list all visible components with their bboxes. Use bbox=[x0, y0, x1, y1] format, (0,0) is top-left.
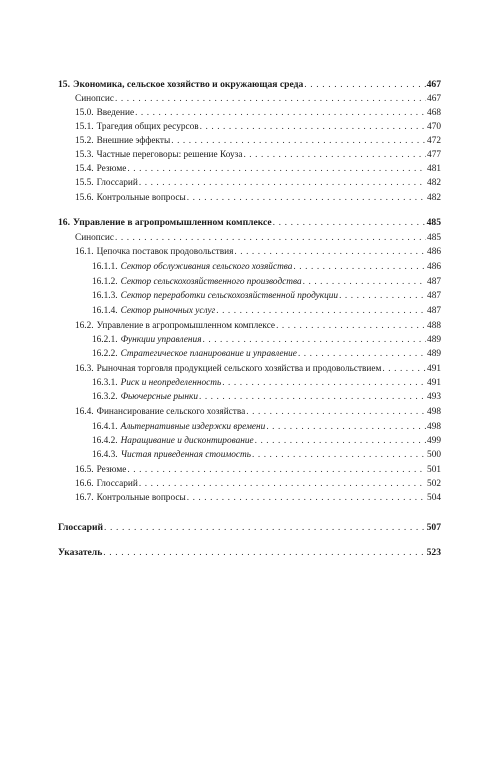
toc-subsection-entry bbox=[58, 347, 441, 361]
toc-entry-label bbox=[92, 260, 292, 274]
toc-entry-label bbox=[75, 106, 134, 120]
toc-entry-label bbox=[75, 120, 199, 134]
toc-page-number: 502 bbox=[427, 479, 441, 489]
toc-entry-number: 16.1.3. bbox=[92, 291, 118, 301]
toc-entry-title: Синопсис bbox=[75, 94, 115, 104]
toc-page-number: 489 bbox=[427, 349, 441, 359]
toc-entry-label bbox=[75, 245, 233, 259]
toc-entry-title: Указатель bbox=[58, 547, 103, 558]
toc-page-number: 488 bbox=[427, 321, 441, 331]
toc-entry-label bbox=[58, 78, 303, 92]
toc-entry-label bbox=[92, 390, 198, 404]
toc-entry-label bbox=[75, 477, 138, 491]
dot-leader bbox=[139, 477, 426, 491]
toc-entry-label bbox=[92, 448, 251, 462]
toc-entry-label bbox=[75, 463, 126, 477]
toc-entry-number: 16.1. bbox=[75, 247, 94, 257]
toc-page-number: 485 bbox=[427, 233, 441, 243]
toc-entry-title: Управление в агропромышленном комплексе bbox=[96, 321, 276, 331]
toc-subsection-entry bbox=[58, 333, 441, 347]
toc-entry-label bbox=[92, 275, 302, 289]
toc-entry-title: Глоссарий bbox=[96, 479, 138, 489]
toc-page-number: 523 bbox=[426, 547, 441, 558]
toc-entry-title: Рыночная торговля продукцией сельского хозяйства и продовольствием bbox=[96, 364, 382, 374]
dot-leader bbox=[303, 275, 426, 289]
toc-entry-label bbox=[92, 289, 338, 303]
toc-entry-title: Сектор сельскохозяйственного производства bbox=[120, 277, 302, 287]
toc-page-number: 472 bbox=[427, 136, 441, 146]
dot-leader bbox=[382, 362, 426, 376]
toc-section-entry bbox=[58, 92, 441, 106]
toc-entry-number: 15.0. bbox=[75, 108, 94, 118]
toc-entry-label bbox=[75, 405, 245, 419]
dot-leader bbox=[304, 78, 425, 92]
toc-page-number: 498 bbox=[427, 422, 441, 432]
toc-entry-title: Сектор обслуживания сельского хозяйства bbox=[120, 262, 293, 272]
toc-section-entry bbox=[58, 319, 441, 333]
toc-entry-label bbox=[75, 491, 186, 505]
toc-page-number: 507 bbox=[426, 522, 441, 533]
toc-entry-number: 16.7. bbox=[75, 493, 94, 503]
toc-page-number: 500 bbox=[427, 450, 441, 460]
toc-entry-title: Функции управления bbox=[120, 335, 202, 345]
dot-leader bbox=[243, 148, 426, 162]
dot-leader bbox=[199, 390, 426, 404]
toc-entry-number: 16.3.2. bbox=[92, 392, 118, 402]
toc-entry-label bbox=[58, 546, 102, 560]
toc-entry-label bbox=[75, 134, 170, 148]
toc-subsection-entry bbox=[58, 448, 441, 462]
toc-entry-title: Резюме bbox=[96, 465, 127, 475]
toc-entry-label bbox=[58, 521, 103, 535]
toc-entry-title: Частные переговоры: решение Коуза bbox=[96, 150, 243, 160]
toc-entry-title: Фьючерсные рынки bbox=[120, 392, 198, 402]
toc-entry-number: 16.6. bbox=[75, 479, 94, 489]
toc-page-number: 498 bbox=[427, 407, 441, 417]
toc-page-number: 487 bbox=[427, 291, 441, 301]
toc-section-entry bbox=[58, 405, 441, 419]
toc-entry-number: 15.2. bbox=[75, 136, 94, 146]
toc-page-number: 487 bbox=[427, 277, 441, 287]
toc-page-number: 501 bbox=[427, 465, 441, 475]
toc-section-entry bbox=[58, 120, 441, 134]
toc-entry-title: Управление в агропромышленном комплексе bbox=[73, 217, 272, 228]
toc-page-number: 499 bbox=[427, 436, 441, 446]
toc-entry-number: 16.2.1. bbox=[92, 335, 118, 345]
toc-entry-number: 16.1.4. bbox=[92, 306, 118, 316]
toc-entry-label bbox=[75, 231, 114, 245]
toc-entry-number: 16.1.1. bbox=[92, 262, 118, 272]
toc-chapter-entry bbox=[58, 546, 441, 560]
dot-leader bbox=[187, 191, 426, 205]
toc-entry-label bbox=[92, 420, 265, 434]
dot-leader bbox=[252, 448, 426, 462]
dot-leader bbox=[266, 420, 426, 434]
toc-entry-title: Риск и неопределенность bbox=[120, 378, 222, 388]
toc-page-number: 477 bbox=[427, 150, 441, 160]
toc-entry-number: 16.4.1. bbox=[92, 422, 118, 432]
toc-section-entry bbox=[58, 463, 441, 477]
toc-entry-title: Чистая приведенная стоимость bbox=[120, 450, 252, 460]
dot-leader bbox=[273, 216, 426, 230]
toc-page-number: 467 bbox=[426, 79, 441, 90]
dot-leader bbox=[103, 546, 425, 560]
toc-section-entry bbox=[58, 106, 441, 120]
toc-entry-label bbox=[92, 434, 254, 448]
dot-leader bbox=[200, 120, 426, 134]
toc-section-entry bbox=[58, 231, 441, 245]
toc-subsection-entry bbox=[58, 390, 441, 404]
toc-entry-title: Синопсис bbox=[75, 233, 115, 243]
dot-leader bbox=[293, 260, 426, 274]
toc-page-number: 468 bbox=[427, 108, 441, 118]
toc-entry-label bbox=[92, 304, 215, 318]
toc-entry-title: Контрольные вопросы bbox=[96, 493, 186, 503]
toc-section-entry bbox=[58, 162, 441, 176]
toc-page-number: 486 bbox=[427, 247, 441, 257]
toc-entry-number: 15.5. bbox=[75, 178, 94, 188]
toc-entry-number: 16.2.2. bbox=[92, 349, 118, 359]
toc-entry-title: Трагедия общих ресурсов bbox=[96, 122, 199, 132]
toc-subsection-entry bbox=[58, 420, 441, 434]
dot-leader bbox=[339, 289, 426, 303]
toc-page-number: 481 bbox=[427, 164, 441, 174]
toc-page-number: 467 bbox=[427, 94, 441, 104]
toc-page-number: 504 bbox=[427, 493, 441, 503]
toc-entry-label bbox=[75, 92, 114, 106]
dot-leader bbox=[187, 491, 426, 505]
toc-page-number: 487 bbox=[427, 306, 441, 316]
toc-entry-number: 16.4.3. bbox=[92, 450, 118, 460]
toc-chapter-entry bbox=[58, 78, 441, 92]
toc-subsection-entry bbox=[58, 434, 441, 448]
toc-entry-title: Введение bbox=[96, 108, 135, 118]
toc-entry-number: 16.5. bbox=[75, 465, 94, 475]
toc-entry-number: 15.6. bbox=[75, 193, 94, 203]
toc-entry-title: Глоссарий bbox=[58, 522, 104, 533]
toc-subsection-entry bbox=[58, 275, 441, 289]
toc-section-entry bbox=[58, 148, 441, 162]
toc-entry-title: Сектор рыночных услуг bbox=[120, 306, 216, 316]
dot-leader bbox=[127, 463, 426, 477]
toc-entry-number: 16. bbox=[58, 217, 70, 228]
dot-leader bbox=[115, 92, 426, 106]
toc-entry-label bbox=[75, 191, 186, 205]
toc-subsection-entry bbox=[58, 304, 441, 318]
toc-subsection-entry bbox=[58, 260, 441, 274]
dot-leader bbox=[104, 521, 426, 535]
toc-entry-number: 16.3.1. bbox=[92, 378, 118, 388]
dot-leader bbox=[222, 376, 426, 390]
dot-leader bbox=[216, 304, 426, 318]
dot-leader bbox=[246, 405, 426, 419]
toc-page-number: 493 bbox=[427, 392, 441, 402]
dot-leader bbox=[115, 231, 426, 245]
toc-section-entry bbox=[58, 362, 441, 376]
toc-page-number: 470 bbox=[427, 122, 441, 132]
toc-entry-label bbox=[92, 347, 297, 361]
toc-entry-title: Контрольные вопросы bbox=[96, 193, 186, 203]
toc-entry-title: Внешние эффекты bbox=[96, 136, 171, 146]
toc-entry-number: 15.4. bbox=[75, 164, 94, 174]
toc-entry-label bbox=[75, 176, 138, 190]
toc-entry-label bbox=[92, 333, 202, 347]
toc-section-entry bbox=[58, 477, 441, 491]
toc-entry-number: 15.1. bbox=[75, 122, 94, 132]
toc-entry-number: 16.3. bbox=[75, 364, 94, 374]
toc-entry-number: 15.3. bbox=[75, 150, 94, 160]
toc-entry-number: 16.2. bbox=[75, 321, 94, 331]
toc-entry-label bbox=[58, 216, 272, 230]
toc-entry-title: Цепочка поставок продовольствия bbox=[96, 247, 234, 257]
toc-page-number: 486 bbox=[427, 262, 441, 272]
toc-entry-number: 16.4. bbox=[75, 407, 94, 417]
toc-entry-number: 16.4.2. bbox=[92, 436, 118, 446]
toc-page-number: 485 bbox=[426, 217, 441, 228]
dot-leader bbox=[171, 134, 426, 148]
dot-leader bbox=[135, 106, 426, 120]
toc-page-number: 482 bbox=[427, 178, 441, 188]
toc-page-number: 491 bbox=[427, 364, 441, 374]
toc-entry-label bbox=[75, 162, 126, 176]
toc-entry-title: Финансирование сельского хозяйства bbox=[96, 407, 246, 417]
dot-leader bbox=[298, 347, 426, 361]
toc-entry-title: Стратегическое планирование и управление bbox=[120, 349, 297, 359]
toc-entry-title: Глоссарий bbox=[96, 178, 138, 188]
dot-leader bbox=[255, 434, 426, 448]
toc-section-entry bbox=[58, 191, 441, 205]
toc-entry-number: 15. bbox=[58, 79, 70, 90]
toc-section-entry bbox=[58, 176, 441, 190]
toc-entry-label bbox=[75, 362, 381, 376]
toc-entry-title: Альтернативные издержки времени bbox=[120, 422, 266, 432]
toc-subsection-entry bbox=[58, 289, 441, 303]
toc-section-entry bbox=[58, 491, 441, 505]
toc-section-entry bbox=[58, 245, 441, 259]
toc-entry-title: Экономика, сельское хозяйство и окружающая среда bbox=[73, 79, 304, 90]
toc-entry-number: 16.1.2. bbox=[92, 277, 118, 287]
toc-page-number: 489 bbox=[427, 335, 441, 345]
toc-entry-title: Наращивание и дисконтирование bbox=[120, 436, 254, 446]
dot-leader bbox=[276, 319, 426, 333]
toc-chapter-entry bbox=[58, 216, 441, 230]
toc-entry-label bbox=[75, 319, 275, 333]
toc-entry-label bbox=[92, 376, 221, 390]
toc-entry-title: Сектор переработки сельскохозяйственной продукции bbox=[120, 291, 339, 301]
toc-section-entry bbox=[58, 134, 441, 148]
toc-subsection-entry bbox=[58, 376, 441, 390]
toc-chapter-entry bbox=[58, 521, 441, 535]
toc-entry-title: Резюме bbox=[96, 164, 127, 174]
dot-leader bbox=[234, 245, 426, 259]
dot-leader bbox=[139, 176, 426, 190]
toc-entry-label bbox=[75, 148, 242, 162]
toc-page-number: 491 bbox=[427, 378, 441, 388]
dot-leader bbox=[127, 162, 426, 176]
dot-leader bbox=[203, 333, 427, 347]
toc-page-number: 482 bbox=[427, 193, 441, 203]
